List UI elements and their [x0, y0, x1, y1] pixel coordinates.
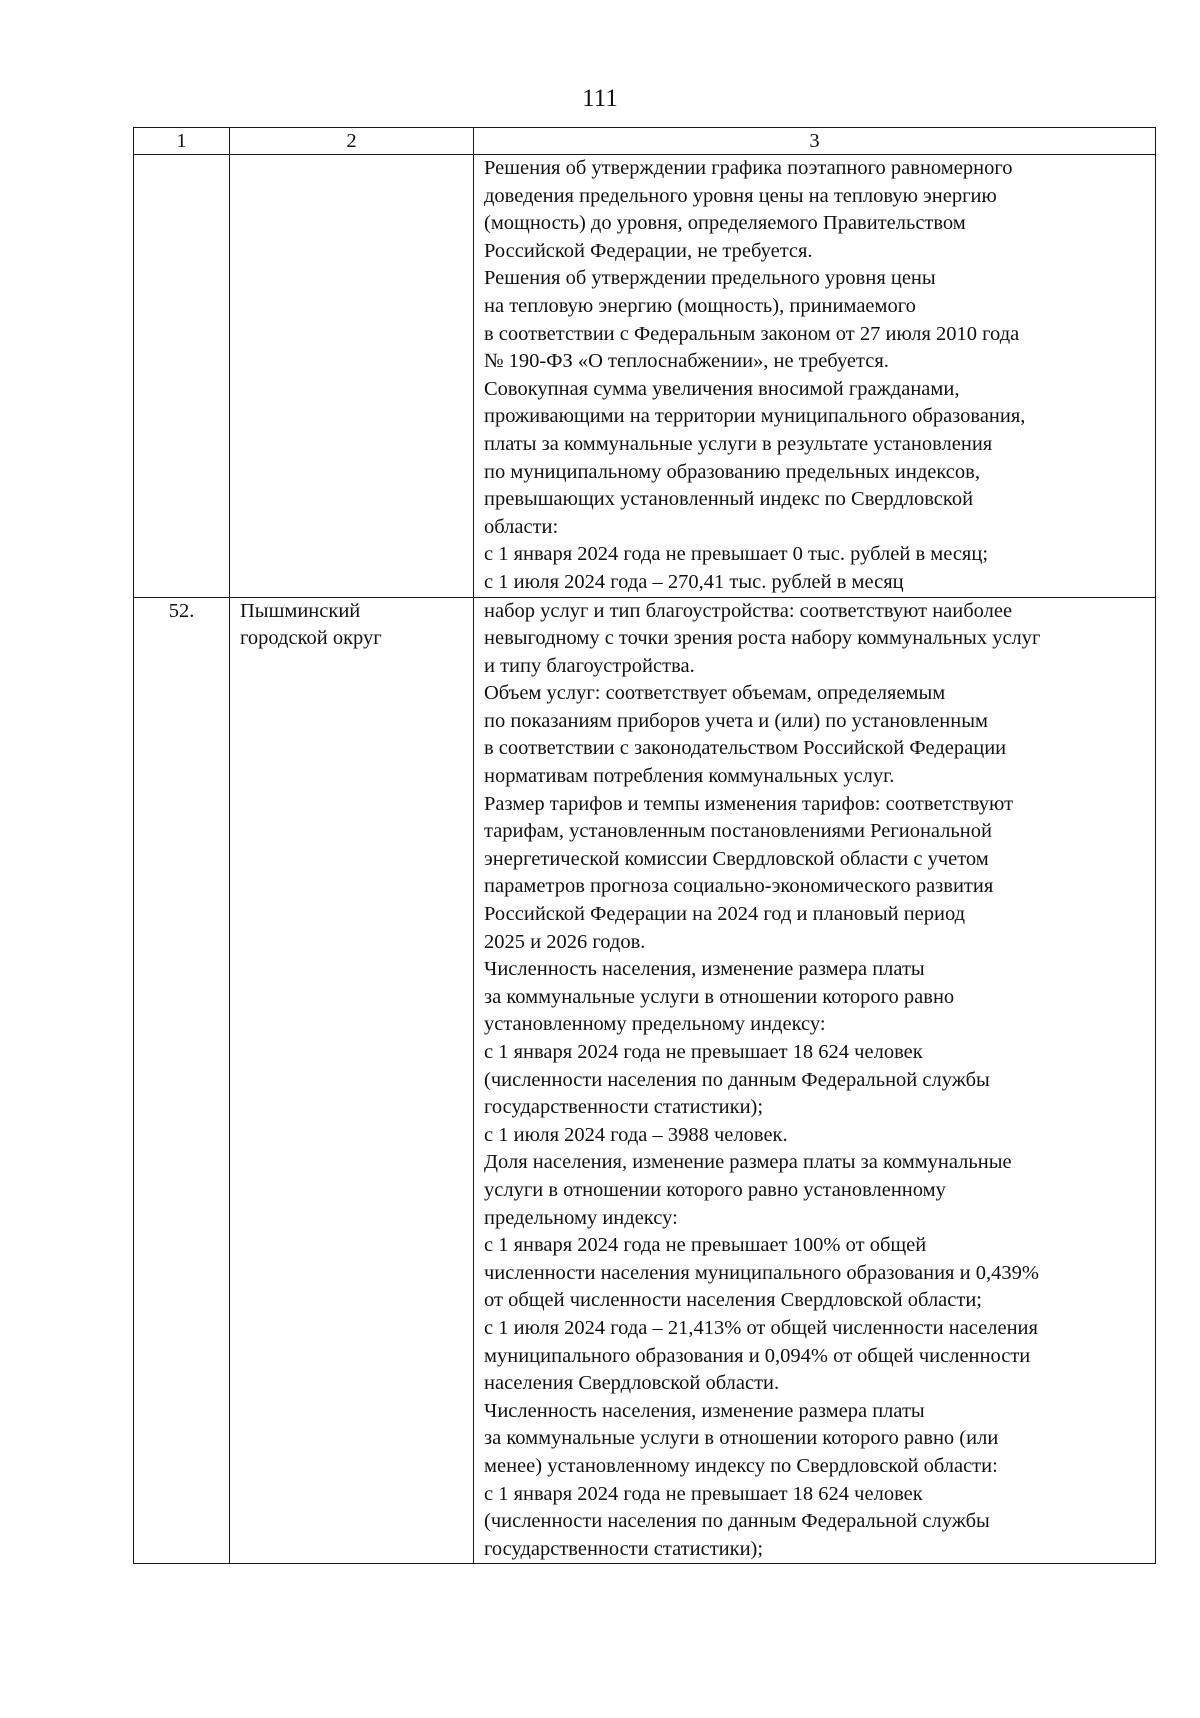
- text-line: Решения об утверждении предельного уровня цены: [484, 267, 936, 290]
- text-line: (численности населения по данным Федеральной службы: [484, 1510, 990, 1533]
- text-line: государственности статистики);: [484, 1537, 764, 1560]
- text-line: по муниципальному образованию предельных индексов,: [484, 460, 980, 483]
- text-line: менее) установленному индексу по Свердловской области:: [484, 1454, 998, 1477]
- text-line: Российской Федерации на 2024 год и плановый период: [484, 903, 966, 926]
- table-row: [134, 155, 1156, 598]
- text-line: энергетической комиссии Свердловской области с учетом: [484, 847, 989, 870]
- page-number: 111: [582, 85, 618, 112]
- text-line: параметров прогноза социально-экономического развития: [484, 875, 994, 898]
- row-number-cell: 52.: [134, 597, 230, 1564]
- row-text-cell: [474, 155, 1156, 598]
- text-line: муниципального образования и 0,094% от общей численности: [484, 1344, 1031, 1367]
- text-line: Решения об утверждении графика поэтапного равномерного: [484, 157, 1013, 179]
- text-line: 2025 и 2026 годов.: [484, 930, 646, 953]
- text-line: платы за коммунальные услуги в результате установления: [484, 432, 993, 455]
- text-line: с 1 июля 2024 года – 21,413% от общей численности населения: [484, 1316, 1038, 1339]
- text-line: с 1 января 2024 года не превышает 100% от общей: [484, 1234, 927, 1257]
- text-line: Численность населения, изменение размера платы: [484, 958, 925, 981]
- text-line: от общей численности населения Свердловской области;: [484, 1289, 982, 1312]
- text-line: государственности статистики);: [484, 1096, 764, 1119]
- municipality-name-cell: [230, 597, 474, 1564]
- document-table: [133, 127, 1156, 1564]
- column-header-2: 2: [230, 128, 474, 155]
- text-line: Совокупная сумма увеличения вносимой гражданами,: [484, 377, 960, 400]
- text-line: (мощность) до уровня, определяемого Правительством: [484, 212, 966, 235]
- municipality-name-line: Пышминский: [240, 599, 361, 622]
- text-line: установленному предельному индексу:: [484, 1013, 826, 1036]
- text-line: Численность населения, изменение размера платы: [484, 1399, 925, 1422]
- text-line: доведения предельного уровня цены на тепловую энергию: [484, 184, 997, 207]
- text-line: области:: [484, 515, 559, 538]
- column-header-1: 1: [134, 128, 230, 155]
- text-line: численности населения муниципального образования и 0,439%: [484, 1261, 1039, 1284]
- text-line: с 1 января 2024 года не превышает 0 тыс. рублей в месяц;: [484, 543, 989, 566]
- row-number-cell: [134, 155, 230, 598]
- text-line: (численности населения по данным Федеральной службы: [484, 1068, 990, 1091]
- text-line: с 1 июля 2024 года – 3988 человек.: [484, 1123, 788, 1146]
- text-line: по показаниям приборов учета и (или) по установленным: [484, 709, 988, 732]
- table-header-row: [134, 128, 1156, 155]
- row-text-cell: [474, 597, 1156, 1564]
- text-line: проживающими на территории муниципального образования,: [484, 405, 1026, 428]
- municipality-name-cell: [230, 155, 474, 598]
- text-line: в соответствии с Федеральным законом от 27 июля 2010 года: [484, 322, 1020, 345]
- text-line: в соответствии с законодательством Российской Федерации: [484, 737, 1007, 760]
- text-line: с 1 января 2024 года не превышает 18 624 человек: [484, 1041, 923, 1063]
- text-line: на тепловую энергию (мощность), принимаемого: [484, 294, 916, 317]
- text-line: № 190-ФЗ «О теплоснабжении», не требуется.: [484, 350, 889, 373]
- text-line: Российской Федерации, не требуется.: [484, 239, 813, 262]
- text-line: с 1 января 2024 года не превышает 18 624 человек: [484, 1482, 923, 1505]
- text-line: и типу благоустройства.: [484, 654, 695, 677]
- text-line: предельному индексу:: [484, 1206, 678, 1229]
- text-line: превышающих установленный индекс по Свердловской: [484, 488, 974, 511]
- text-line: набор услуг и тип благоустройства: соответствуют наиболее: [484, 599, 1013, 622]
- text-line: за коммунальные услуги в отношении которого равно: [484, 985, 955, 1008]
- text-line: Доля населения, изменение размера платы за коммунальные: [484, 1151, 1012, 1174]
- text-line: Объем услуг: соответствует объемам, определяемым: [484, 682, 946, 705]
- column-header-3: 3: [474, 128, 1156, 155]
- text-line: за коммунальные услуги в отношении которого равно (или: [484, 1427, 999, 1450]
- text-line: невыгодному с точки зрения роста набору коммунальных услуг: [484, 627, 1041, 650]
- text-line: населения Свердловской области.: [484, 1372, 780, 1395]
- text-line: Размер тарифов и темпы изменения тарифов: соответствуют: [484, 792, 1014, 815]
- text-line: с 1 июля 2024 года – 270,41 тыс. рублей в месяц: [484, 570, 904, 593]
- text-line: тарифам, установленным постановлениями Региональной: [484, 820, 992, 843]
- text-line: нормативам потребления коммунальных услуг.: [484, 765, 895, 788]
- table-row: [134, 597, 1156, 1564]
- municipality-name-line: городской округ: [240, 627, 382, 650]
- text-line: услуги в отношении которого равно установленному: [484, 1178, 946, 1201]
